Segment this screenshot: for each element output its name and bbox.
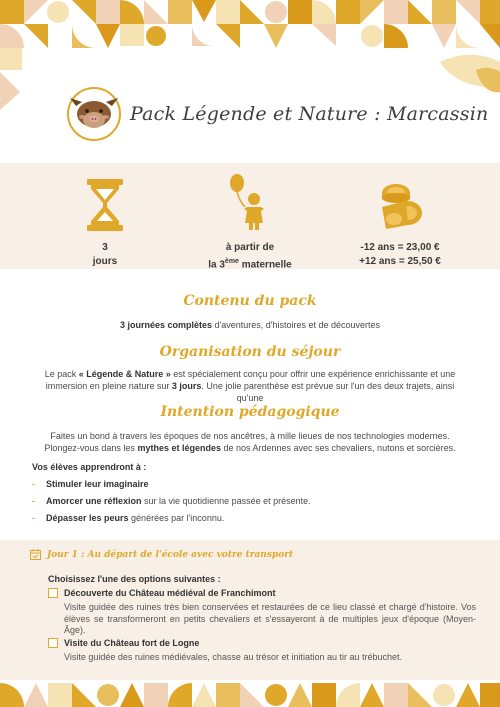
section-title-intention: Intention pédagogique: [160, 404, 340, 420]
contenu-text: 3 journées complètes d'aventures, d'histoires et de découvertes: [119, 320, 381, 330]
intention-text: Faites un bond à travers les époques de nos ancêtres, à mille lieues de nos technologies modernes. Plongez-vous dans les mythes et légendes de nos Ardennes avec ses chevaliers, nutons et sorcières.: [44, 431, 456, 453]
learn-item: - Amorcer une réflexion sur la vie quotidienne passée et présente.: [32, 496, 311, 506]
feature-price-text: -12 ans = 23,00 € +12 ans = 25,50 €: [359, 242, 441, 267]
section-title-organisation: Organisation du séjour: [159, 344, 341, 360]
features-band: [0, 163, 500, 269]
organisation-text: Le pack « Légende & Nature » est spécialement conçu pour offrir une expérience enrichissante et une immersion en pleine nature sur 3 jours. Une jolie parenthèse est prévue sur l'un des deux trajets, ainsi qu'une: [44, 369, 456, 403]
learn-item: - Dépasser les peurs générées par l'inconnu.: [32, 513, 225, 523]
feature-age: [175, 163, 325, 272]
page-title: Pack Légende et Nature : Marcassin: [130, 103, 489, 125]
child-balloon-icon: [227, 173, 273, 231]
feature-duration: [30, 163, 180, 269]
feature-duration-text: 3 jours: [92, 242, 118, 267]
learn-item: - Stimuler leur imaginaire: [32, 479, 149, 489]
option-franchimont-desc: Visite guidée des ruines très bien conservées et restaurées de ce lieu classé et chargé d'histoire. Vos élèves se transformeront en petits chevaliers et s'essayeront à de multiples jeux d'époque (Moyen-Âge).: [64, 602, 476, 635]
learn-heading: Vos élèves apprendront à :: [32, 462, 147, 472]
options-heading: Choisissez l'une des options suivantes :: [48, 574, 221, 584]
checkbox[interactable]: [48, 588, 58, 598]
option-logne-desc: Visite guidée des ruines médiévales, chasse au trésor et initiation au tir au trébuchet.: [64, 652, 403, 662]
calendar-check-icon: [30, 549, 41, 560]
decorative-pattern-bottom: [0, 675, 500, 707]
boar-mascot-logo: [66, 86, 122, 142]
day1-title: Jour 1 : Au départ de l'école avec votre transport: [30, 549, 293, 560]
coins-icon: [376, 181, 424, 231]
option-franchimont[interactable]: Découverte du Château médiéval de Franchimont: [48, 588, 276, 598]
feature-age-text: à partir de la 3ème maternelle: [208, 242, 292, 271]
section-title-contenu: Contenu du pack: [183, 293, 317, 309]
checkbox[interactable]: [48, 638, 58, 648]
page-header: [66, 86, 488, 142]
option-logne[interactable]: Visite du Château fort de Logne: [48, 638, 199, 648]
feature-price: [325, 163, 475, 269]
hourglass-icon: [85, 179, 125, 231]
day1-section: [0, 540, 500, 680]
